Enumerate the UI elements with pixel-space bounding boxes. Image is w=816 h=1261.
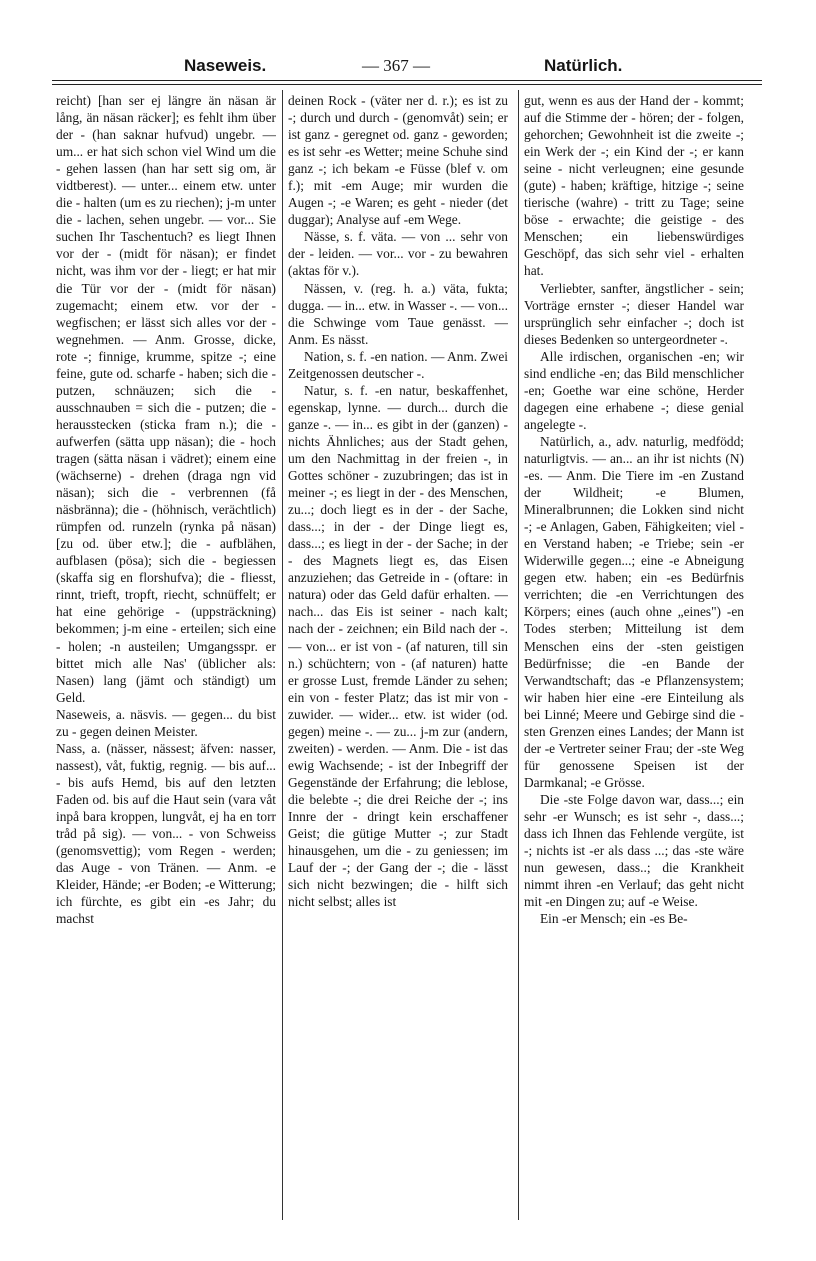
entry-paragraph: Nässen, v. (reg. h. a.) väta, fukta; dugga. — in... etw. in Wasser -. — von... die Schwinge vom Taue genässt. — Anm. Es nässt. — [288, 280, 508, 347]
column-3 — [524, 92, 744, 1220]
entry-paragraph: Naseweis, a. näsvis. — gegen... du bist zu - gegen deinen Meister. — [56, 706, 276, 739]
entry-paragraph: Die -ste Folge davon war, dass...; ein sehr -er Wunsch; es ist sehr -, dass...; dass ich Ihnen das Fehlende vergüte, ist -; nichts ist -er als dass ...; das -ste wäre nun gewesen, dass..; die Krankheit nimmt ihren -en Verlauf; das geht nicht mit -en Dingen zu; auf -e Weise. — [524, 791, 744, 910]
entry-paragraph: Nation, s. f. -en nation. — Anm. Zwei Zeitgenossen deutscher -. — [288, 348, 508, 381]
entry-paragraph: Ein -er Mensch; ein -es Be- — [540, 911, 688, 927]
column-2 — [288, 92, 508, 1220]
page-number: — 367 — — [362, 56, 430, 75]
column-1 — [56, 92, 276, 1220]
entry-paragraph: Natürlich, a., adv. naturlig, medfödd; naturligtvis. — an... an ihr ist nichts (N) -es. — Anm. Die Tiere im -en Zustand der Wildheit; -e Blumen, Mineralbrunnen; die Lokken sind nicht -; -e Anlagen, Gaben, Fähigkeiten; viel -en Verstand haben; -e Triebe; sein -er Widerwille gegen...; eine -e Abneigung gegen etw. haben; ein -es Bedürfnis verrichten; die -en Verrichtungen des Körpers; eines (auch ohne „eines") -en Todes sterben; Mitteilung ist dem Menschen eins der -sten geistigen Bedürfnisse; die -en Bande der Verwandtschaft; das -e Pflanzensystem; wir haben hier eine -ere Einteilung als bei Linné; Meere und Gebirge sind die -sten Grenzen eines Landes; der Mann ist der -e Vertreter seiner Frau; der -ste Weg für genossene Speisen ist der Darmkanal; -e Grösse. — [524, 433, 744, 790]
entry-paragraph: deinen Rock - (väter ner d. r.); es ist zu -; durch und durch - (genomvåt) sein; er ist ganz - geregnet od. ganz - geworden; es ist sehr -es Wetter; meine Schuhe sind ganz -; ich bekam -e Füsse (blef v. om f.); mit -em Auge; mir wurden die Augen -; -e Waren; es geht - nieder (det duggar); Analyse auf -em Wege. — [288, 93, 508, 228]
column-divider-1 — [282, 90, 283, 1220]
entry-paragraph: Nässe, s. f. väta. — von ... sehr von der - leiden. — vor... vor - zu bewahren (aktas för v.). — [288, 229, 508, 279]
entry-paragraph: Verliebter, sanfter, ängstlicher - sein; Vorträge ernster -; dieser Handel war ursprünglich sehr einfacher -; doch ist dieses Bedenken so untergeordneter -. — [524, 280, 744, 347]
entry-paragraph: gut, wenn es aus der Hand der - kommt; auf die Stimme der - hören; der - folgen, gehorchen; Gewohnheit ist die zweite -; ein Werk der -; ein Kind der -; er kann seine - nicht verleugnen; eine gesunde (gute) - haben; kräftige, hitzige -; seine tierische (wahre) - tritt zu Tage; seine böse - erwachte; die geistige - des Menschen; ein liebenswürdiges Geschöpf, das sich sehr viel - erhalten hat. — [524, 93, 744, 279]
header-rule-bottom — [52, 84, 762, 85]
column-divider-2 — [518, 90, 519, 1220]
header-rule-top — [52, 80, 762, 81]
entry-paragraph: Natur, s. f. -en natur, beskaffenhet, egenskap, lynne. — durch... durch die ganze -. — in... es gibt in der (ganzen) - nichts Ähnliches; aus der Stadt gehen, um den Nachmittag in der freien -, in Gottes schöner - zuzubringen; das ist in meiner -; es liegt in der - des Menschen, zu...; doch liegt es in der - der Sache, dass...; in der - der Dinge liegt es, dass...; es liegt in der - der Sache; in der - des Magnets liegt es, das Eisen anzuziehen; das Getreide in - (oftare: in natura) oder das Geld dafür erhalten. — nach... das Eis ist seiner - nach kalt; nach der - zeichnen; ein Bild nach der -. — von... er ist von - (af naturen, till sin n.) schüchtern; von - (af naturen) hatte er grosse Lust, fremde Länder zu sehen; ein von - fester Platz; das ist mir von - zuwider. — wider... etw. ist wider (od. gegen) meine -. — zu... j-m zur (andern, zweiten) - werden. — Anm. Die - ist das ewig Wachsende; - ist der Inbegriff der Gegenstände der Erfahrung; die leblose, die belebte -; die drei Reiche der -; ins Innre der - dringt kein erschaffener Geist; die gütige Mutter -; zur Stadt hinausgehen, um die - zu geniessen; im Lauf der -; der Gang der -; die - lässt sich nicht bezwingen; die - hilft sich nicht selbst; alles ist — [288, 382, 508, 910]
entry-paragraph: Nass, a. (nässer, nässest; äfven: nasser, nassest), våt, fuktig, regnig. — bis auf... - bis aufs Hemd, bis auf den letzten Faden od. bis auf die Haut sein (vara våt inpå bara kroppen, lungvåt, ej ha en torr tråd på sig). — von... - von Schweiss (genomsvettig); vom Regen - werden; das Auge - von Tränen. — Anm. -e Kleider, Hände; -er Boden; -e Witterung; ich fürchte, es gibt ein -es Jahr; du machst — [56, 740, 276, 927]
entry-paragraph: Alle irdischen, organischen -en; wir sind endliche -en; das Bild menschlicher -en; Goethe war eine schöne, Herder dagegen eine erhabene -; diese genial angelegte -. — [524, 348, 744, 432]
entry-paragraph: reicht) [han ser ej längre än näsan är lång, än näsan räcker]; es fehlt ihm über der - (han saknar hufvud) ungebr. — um... er hat sich schon viel Wind um die - gehen lassen (han har sett sig om, är vidtberest). — unter... einem etw. unter die - halten (um es zu riechen); j-m unter die - lachen, sehen ungebr. — vor... Sie suchen Ihr Taschentuch? es liegt Ihnen vor der - (midt för näsan); er findet nicht, was ihm vor der - liegt; er hat mir die Tür vor der - (midt för näsan) zugemacht; einem etw. vor der - wegfischen; er lässt sich alles vor der - wegnehmen. — Anm. Grosse, dicke, rote -; finnige, krumme, spitze -; eine feine, gute od. scharfe - haben; sich die - putzen, schnäuzen; sich die - ausschnauben = sich die - putzen; die - herausstecken (sticka fram n.); die - aufwerfen (sätta upp näsan); die - hoch tragen (sätta näsan i vädret); einem eine (wächserne) - drehen (draga ngn vid näsan); sich die - verbrennen (få näsbränna); die - (höhnisch, verächtlich) rümpfen od. runzeln (rynka på näsan) [zu od. über etw.]; die - aufblähen, aufblasen (pösa); sich die - begiessen (skaffa sig en florshufva); die - fliesst, rinnt, trieft, tropft, riecht, schnüffelt; er hat eine gehörige - (uppsträckning) bekommen; j-m eine - erteilen; sich eine - holen; -n austeilen; Umgangsspr. er bittet mich alle Nas' (üblicher als: Nasen) lang (jämt och ständigt) um Geld. — [56, 93, 276, 705]
running-header — [56, 56, 752, 80]
header-left-word: Naseweis. — [184, 56, 267, 75]
header-right-word: Natürlich. — [544, 56, 623, 75]
